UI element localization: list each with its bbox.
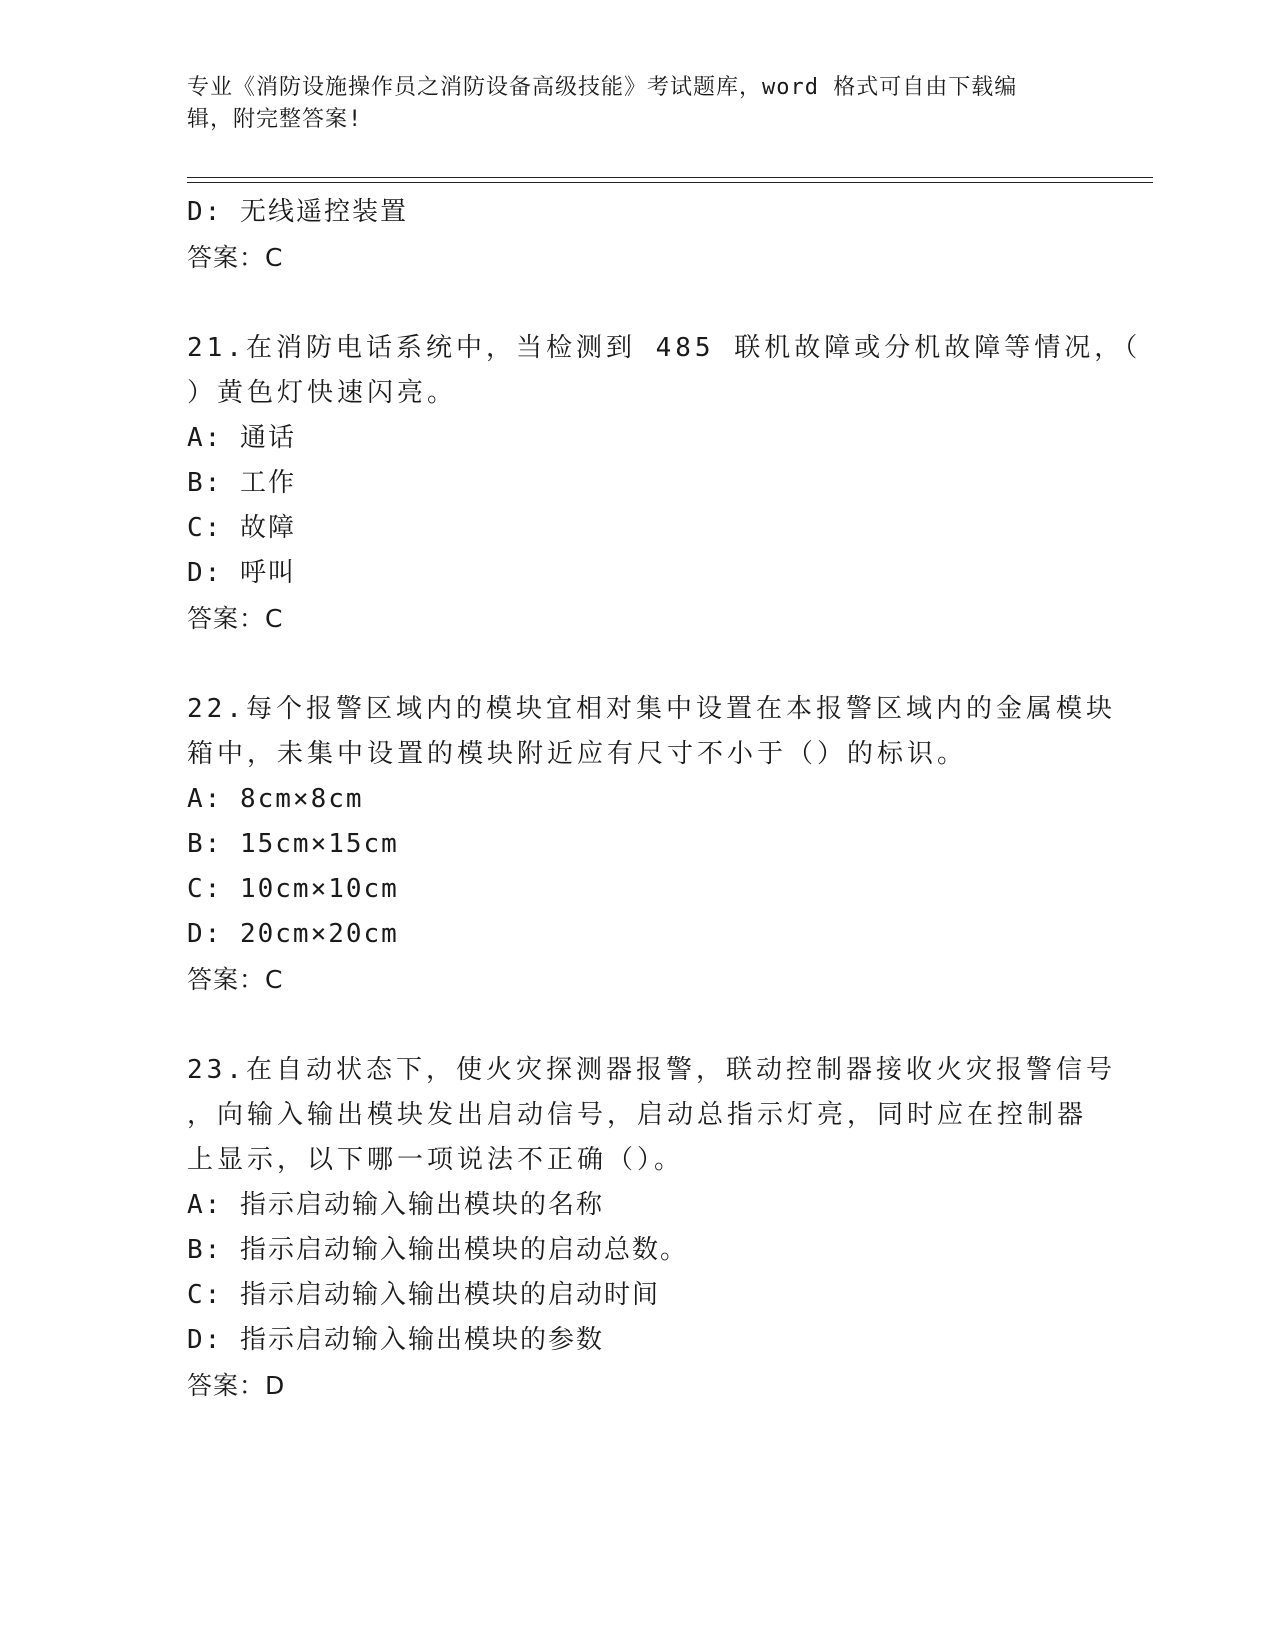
option-a: A: 指示启动输入输出模块的名称	[187, 1190, 604, 1220]
option-c: C: 指示启动输入输出模块的启动时间	[187, 1280, 660, 1310]
option-c: C: 10cm×10cm	[187, 874, 399, 904]
document-body	[187, 190, 1142, 1408]
header-line-2: 辑，附完整答案!	[187, 107, 363, 132]
question-text	[187, 687, 1116, 777]
option-a: A: 8cm×8cm	[187, 784, 364, 814]
answer: 答案：C	[187, 604, 284, 633]
option-b: B: 15cm×15cm	[187, 829, 399, 859]
question-22	[187, 687, 1116, 1002]
question-line: ）黄色灯快速闪亮。	[187, 378, 458, 408]
question-23	[187, 1048, 1116, 1408]
option-a: A: 通话	[187, 423, 296, 453]
header-line-1: 专业《消防设施操作员之消防设备高级技能》考试题库，word 格式可自由下载编	[187, 75, 1018, 100]
question-line: 上显示，以下哪一项说法不正确（）。	[187, 1145, 685, 1175]
option-d: D: 指示启动输入输出模块的参数	[187, 1325, 604, 1355]
option-d: D: 呼叫	[187, 558, 296, 588]
option-d: D: 20cm×20cm	[187, 919, 399, 949]
question-line: ，向输入输出模块发出启动信号，启动总指示灯亮，同时应在控制器	[187, 1100, 1088, 1130]
header-rule-bottom	[187, 182, 1153, 183]
prev-option-d: D: 无线遥控装置	[187, 197, 408, 227]
question-line: 21.在消防电话系统中，当检测到 485 联机故障或分机故障等情况，（	[187, 333, 1142, 363]
option-b: B: 指示启动输入输出模块的启动总数。	[187, 1235, 688, 1265]
header-rule-top	[187, 177, 1153, 178]
question-line: 箱中，未集中设置的模块附近应有尺寸不小于（）的标识。	[187, 739, 968, 769]
question-text	[187, 1048, 1116, 1183]
answer: 答案：C	[187, 965, 284, 994]
document-header	[187, 72, 1067, 136]
question-21	[187, 326, 1142, 641]
question-line: 22.每个报警区域内的模块宜相对集中设置在本报警区域内的金属模块	[187, 694, 1116, 724]
question-line: 23.在自动状态下，使火灾探测器报警，联动控制器接收火灾报警信号	[187, 1055, 1116, 1085]
prev-answer: 答案：C	[187, 243, 284, 272]
option-b: B: 工作	[187, 468, 296, 498]
answer: 答案：D	[187, 1371, 286, 1400]
question-text	[187, 326, 1142, 416]
option-c: C: 故障	[187, 513, 296, 543]
